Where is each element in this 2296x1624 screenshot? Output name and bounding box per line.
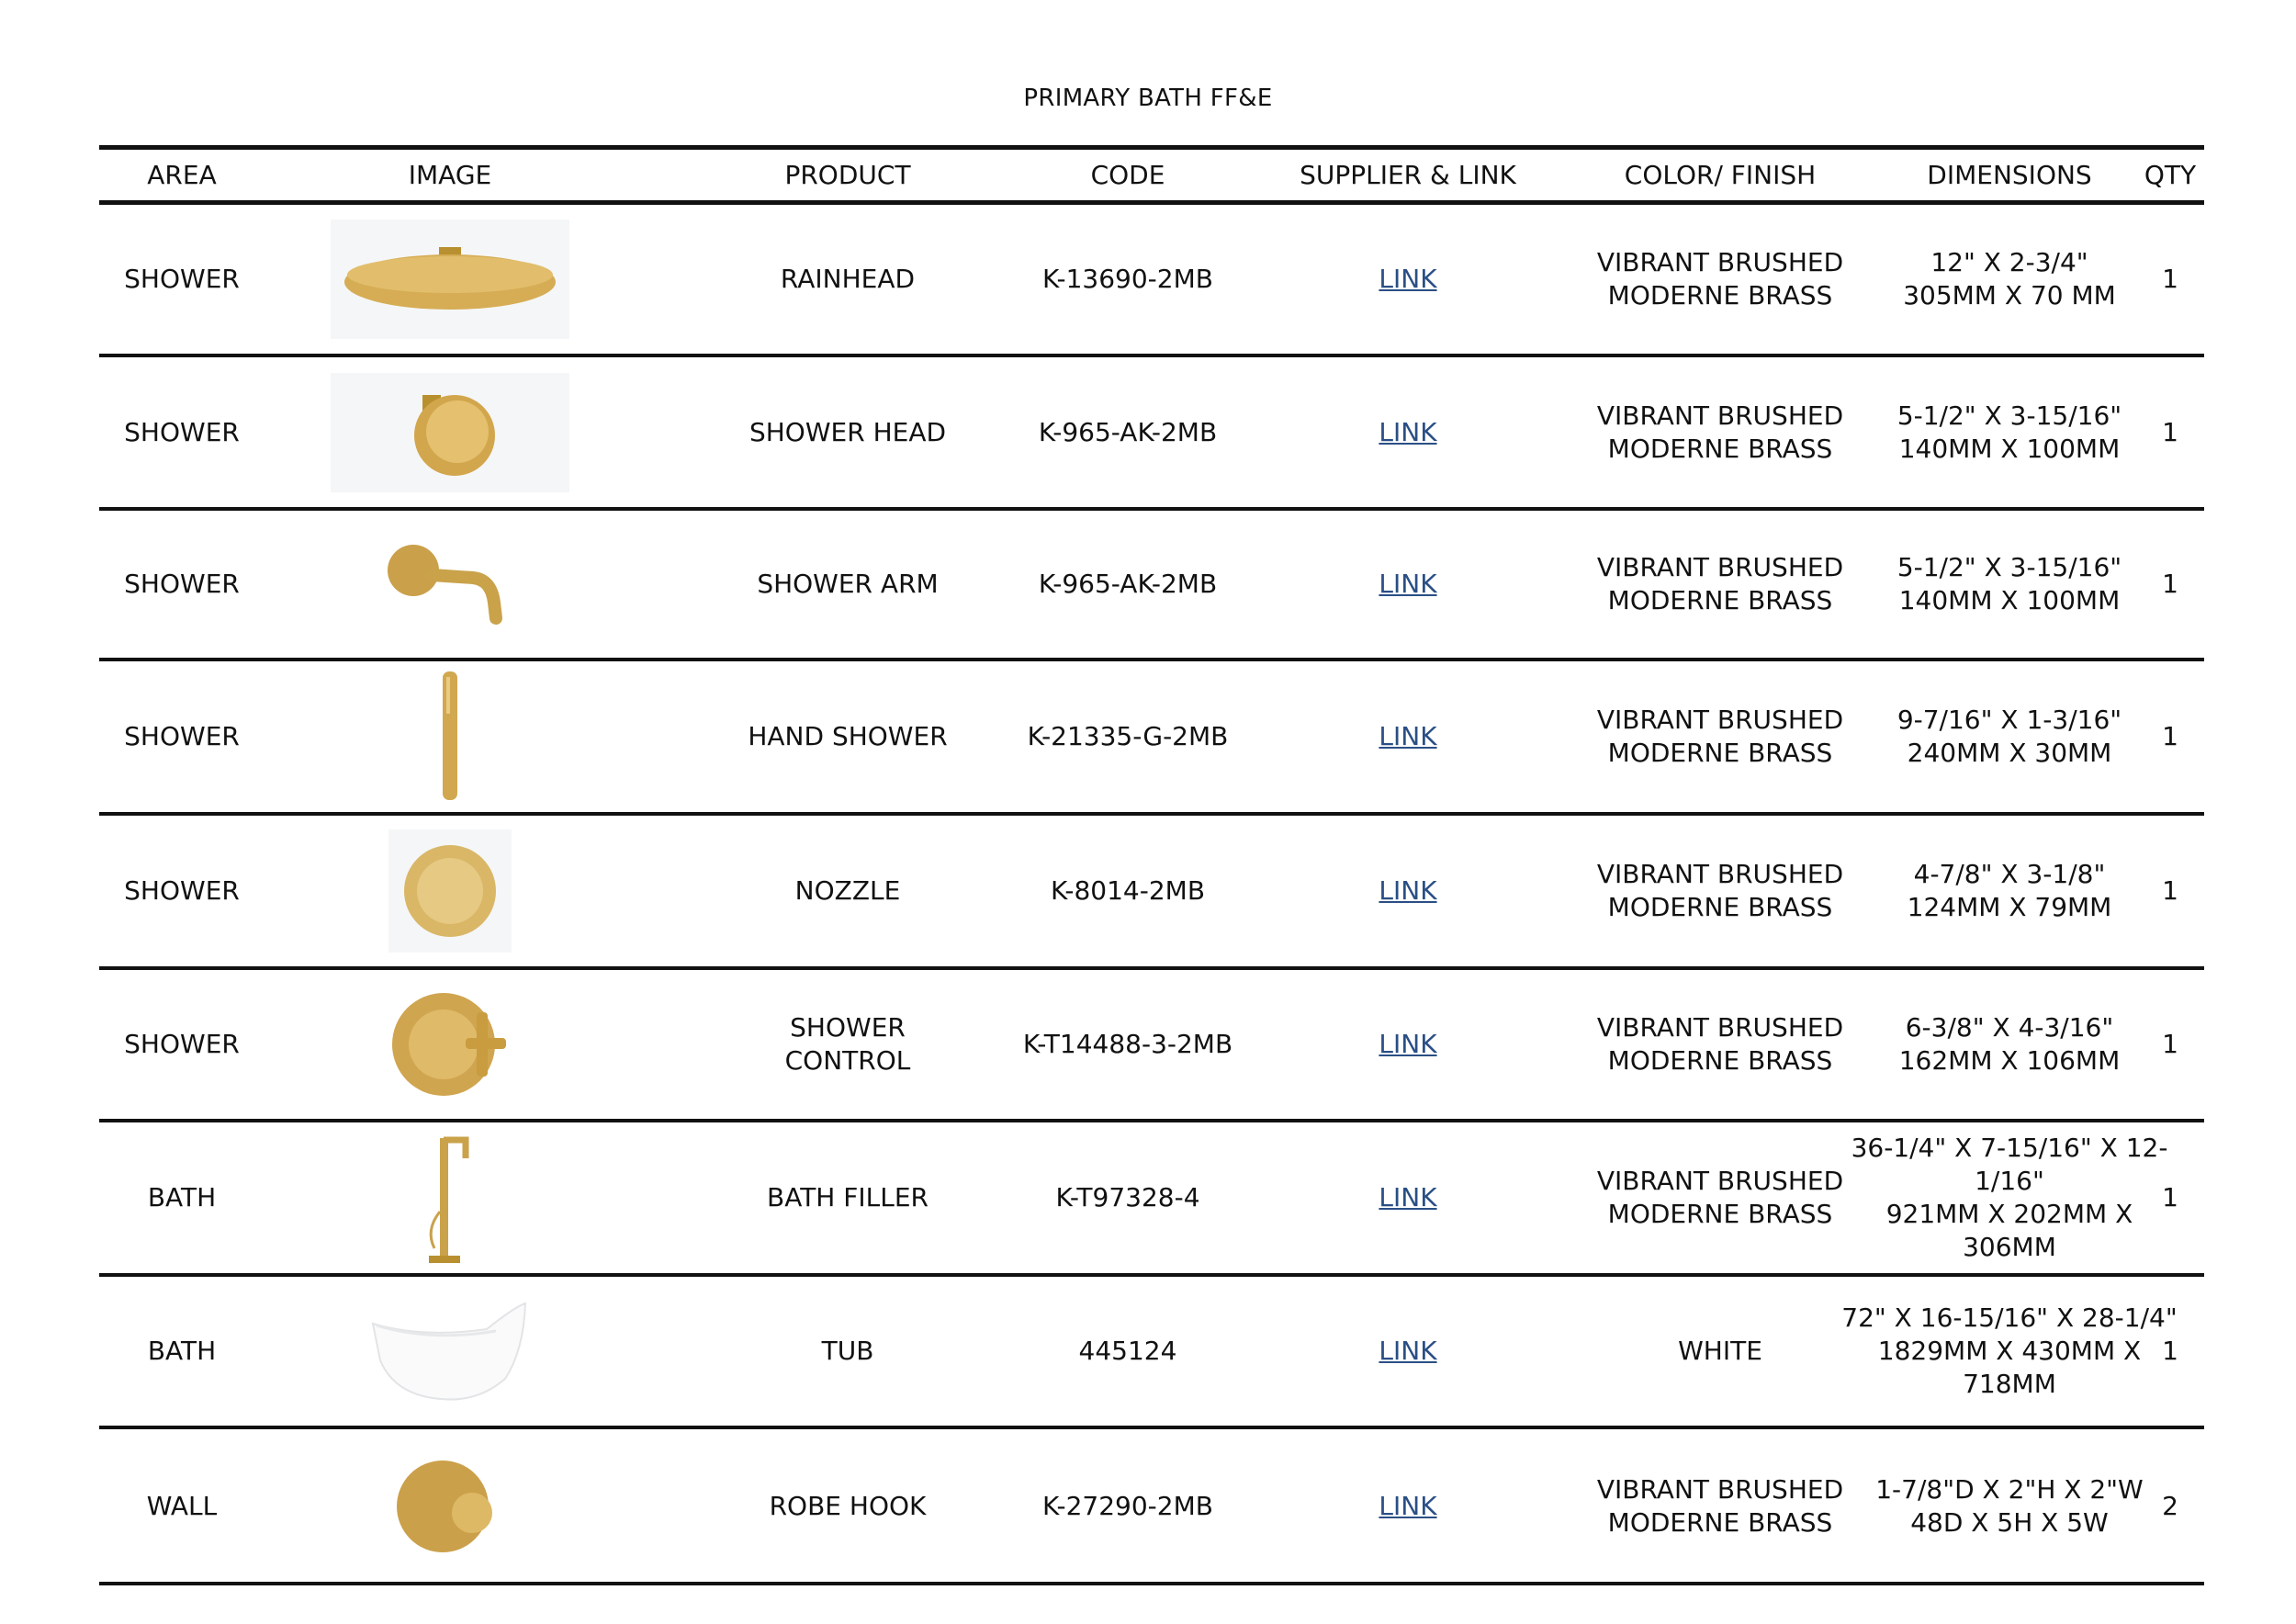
shower-control-icon [390,985,510,1104]
header-code: CODE [1090,159,1165,190]
header-dimensions: DIMENSIONS [1927,159,2092,190]
header-product: PRODUCT [784,159,911,190]
area-cell: BATH [147,1336,217,1366]
header-area: AREA [147,159,217,190]
area-cell: SHOWER [124,1029,240,1059]
product-code: K-8014-2MB [1050,875,1206,906]
product-image [303,970,597,1119]
product-code: 445124 [1078,1336,1177,1366]
dimensions: 5-1/2" X 3-15/16" 140MM X 100MM [1896,400,2122,464]
qty: 1 [2162,875,2178,906]
color-finish: VIBRANT BRUSHED MODERNE BRASS [1596,859,1844,922]
area-cell: SHOWER [124,721,240,751]
color-finish: VIBRANT BRUSHED MODERNE BRASS [1596,552,1844,615]
table-row [99,1122,2204,1273]
dimensions: 4-7/8" X 3-1/8" 124MM X 79MM [1907,859,2112,922]
area-cell: WALL [146,1491,218,1521]
supplier-link[interactable]: LINK [1379,1182,1437,1212]
qty: 1 [2162,1336,2178,1366]
product-name: SHOWER HEAD [748,416,947,447]
product-code: K-13690-2MB [1042,264,1213,294]
area-cell: SHOWER [124,416,240,447]
product-name: SHOWER ARM [757,569,939,599]
page-title: PRIMARY BATH FF&E [1023,85,1273,112]
color-finish: VIBRANT BRUSHED MODERNE BRASS [1596,247,1844,310]
tub-icon [367,1296,533,1406]
table-row [99,970,2204,1119]
supplier-link[interactable]: LINK [1379,1029,1437,1059]
product-code: K-27290-2MB [1042,1491,1213,1521]
hand-shower-icon [432,668,468,806]
dimensions: 9-7/16" X 1-3/16" 240MM X 30MM [1896,705,2122,768]
supplier-link[interactable]: LINK [1379,875,1437,906]
product-code: K-T97328-4 [1055,1182,1200,1212]
qty: 1 [2162,264,2178,294]
color-finish: VIBRANT BRUSHED MODERNE BRASS [1596,1012,1844,1076]
product-name: NOZZLE [794,875,901,906]
supplier-link[interactable]: LINK [1379,721,1437,751]
color-finish: VIBRANT BRUSHED MODERNE BRASS [1596,400,1844,464]
product-code: K-21335-G-2MB [1027,721,1229,751]
color-finish: WHITE [1678,1336,1762,1366]
table-row [99,661,2204,812]
product-name: ROBE HOOK [769,1491,927,1521]
product-name: BATH FILLER [767,1182,929,1212]
area-cell: SHOWER [124,875,240,906]
qty: 2 [2162,1491,2178,1521]
product-name: TUB [821,1336,874,1366]
qty: 1 [2162,1182,2178,1212]
supplier-link[interactable]: LINK [1379,569,1437,599]
product-image [303,205,597,354]
shower-head-icon [331,373,569,492]
dimensions: 5-1/2" X 3-15/16" 140MM X 100MM [1896,552,2122,615]
robe-hook-icon [395,1456,505,1557]
product-name: RAINHEAD [780,264,916,294]
qty: 1 [2162,721,2178,751]
product-image [303,357,597,507]
product-image [303,1122,597,1273]
table-row [99,816,2204,966]
dimensions: 6-3/8" X 4-3/16" 162MM X 106MM [1898,1012,2121,1076]
product-image [303,1277,597,1426]
table-row [99,357,2204,507]
dimensions: 12" X 2-3/4" 305MM X 70 MM [1903,247,2116,310]
product-code: K-965-AK-2MB [1038,416,1218,447]
nozzle-icon [388,829,512,953]
area-cell: SHOWER [124,569,240,599]
qty: 1 [2162,1029,2178,1059]
table-row [99,1277,2204,1426]
product-code: K-T14488-3-2MB [1022,1029,1233,1059]
color-finish: VIBRANT BRUSHED MODERNE BRASS [1596,1474,1844,1538]
table-header [99,150,2204,200]
area-cell: BATH [147,1182,217,1212]
dimensions: 36-1/4" X 7-15/16" X 12- 1/16" 921MM X 202MM X 306MM [1851,1133,2168,1262]
supplier-link[interactable]: LINK [1379,1336,1437,1366]
header-image: IMAGE [408,159,492,190]
qty: 1 [2162,569,2178,599]
header-color: COLOR/ FINISH [1624,159,1817,190]
color-finish: VIBRANT BRUSHED MODERNE BRASS [1596,1166,1844,1229]
header-supplier: SUPPLIER & LINK [1300,159,1516,190]
supplier-link[interactable]: LINK [1379,416,1437,447]
rainhead-icon [331,220,569,339]
table-row [99,205,2204,354]
supplier-link[interactable]: LINK [1379,264,1437,294]
product-image [303,1429,597,1584]
product-image [303,816,597,966]
qty: 1 [2162,416,2178,447]
product-name: HAND SHOWER [748,721,948,751]
shower-arm-icon [386,534,514,635]
row-divider [99,1582,2204,1585]
header-qty: QTY [2144,159,2197,190]
product-code: K-965-AK-2MB [1038,569,1218,599]
product-name: SHOWER CONTROL [784,1012,911,1076]
color-finish: VIBRANT BRUSHED MODERNE BRASS [1596,705,1844,768]
product-image [303,661,597,812]
table-row [99,1429,2204,1584]
bath-filler-icon [418,1129,482,1267]
dimensions: 72" X 16-15/16" X 28-1/4" 1829MM X 430MM X 718MM [1841,1303,2178,1399]
supplier-link[interactable]: LINK [1379,1491,1437,1521]
product-image [303,511,597,658]
dimensions: 1-7/8"D X 2"H X 2"W 48D X 5H X 5W [1875,1474,2144,1538]
table-row [99,511,2204,658]
area-cell: SHOWER [124,264,240,294]
